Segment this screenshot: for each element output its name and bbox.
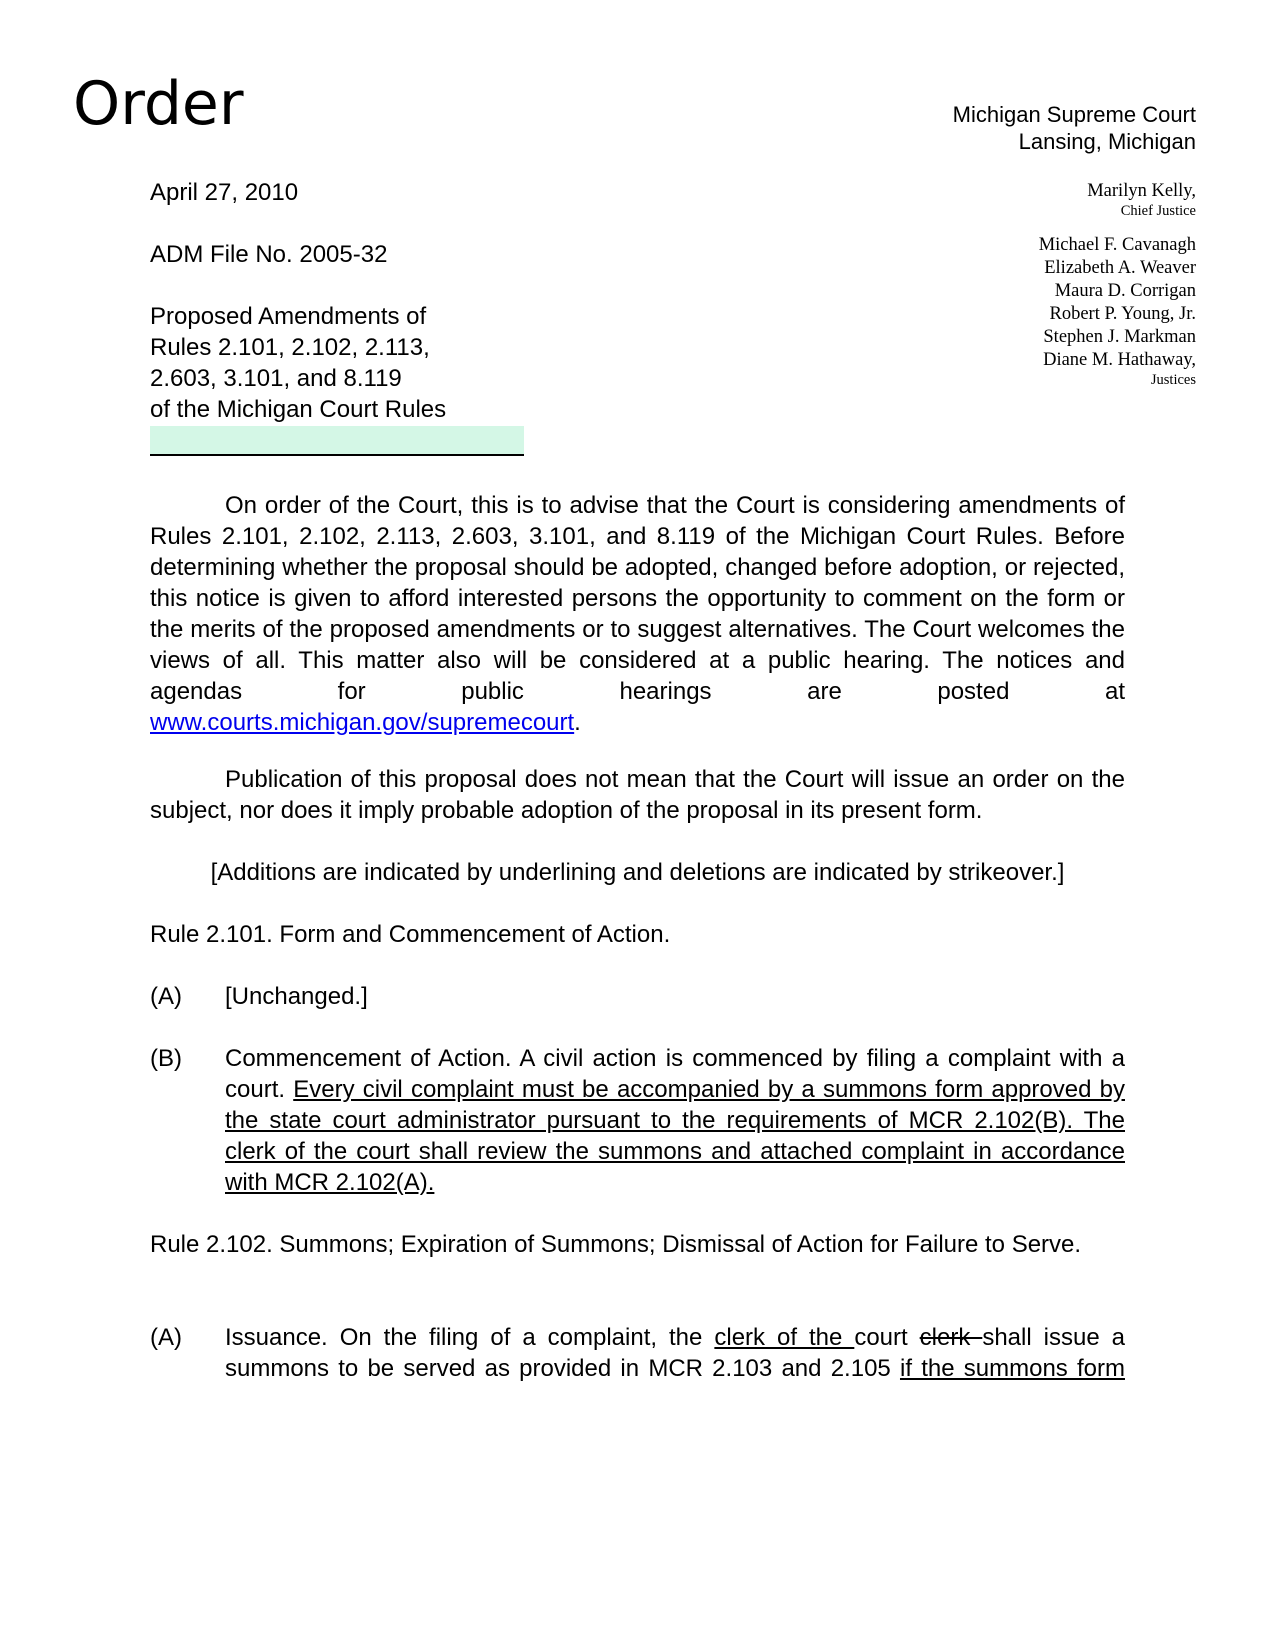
rule-2-102-a — [150, 1322, 1125, 1384]
intro-end: . — [574, 709, 581, 736]
subject-block — [150, 301, 446, 425]
subject-line: 2.603, 3.101, and 8.119 — [150, 365, 402, 392]
rule-2-101-heading: Rule 2.101. Form and Commencement of Action. — [150, 921, 671, 948]
item-text: [Unchanged.] — [225, 983, 368, 1010]
paragraph-intro — [150, 490, 1125, 738]
chief-justice-role: Chief Justice — [1120, 203, 1196, 219]
justices-list — [1039, 180, 1196, 389]
added-text: if the summons form — [899, 1355, 1125, 1382]
item-text: Issuance. On the filing of a complaint, the clerk of the court clerk shall issue a summons to be served as provided in MCR 2.103 and 2.105 if the summons form — [225, 1324, 1125, 1382]
subject-line: Proposed Amendments of — [150, 303, 427, 330]
order-date: April 27, 2010 — [150, 179, 299, 206]
page-title: Order — [73, 69, 244, 139]
subject-line: of the Michigan Court Rules — [150, 396, 447, 423]
item-label: (A) — [150, 1324, 182, 1351]
supreme-court-link[interactable]: www.courts.michigan.gov/supremecourt — [150, 709, 575, 736]
paragraph-publication: Publication of this proposal does not mean that the Court will issue an order on the subject, nor does it imply probable adoption of the proposal in its present form. — [150, 766, 1125, 824]
rule-2-101-b — [150, 1043, 1125, 1198]
justice-name: Stephen J. Markman — [1043, 327, 1196, 347]
added-text: clerk of the — [714, 1324, 855, 1351]
court-block — [953, 101, 1196, 155]
file-number: ADM File No. 2005-32 — [150, 241, 388, 268]
court-name: Michigan Supreme Court — [952, 102, 1196, 127]
item-label: (B) — [150, 1045, 182, 1072]
editing-note: [Additions are indicated by underlining and deletions are indicated by strikeover.] — [210, 859, 1065, 886]
item-text — [225, 1043, 1125, 1198]
rule-2-101-a — [150, 981, 1125, 1012]
item-label: (A) — [150, 983, 182, 1010]
deleted-text: clerk — [919, 1324, 983, 1351]
added-text: Every civil complaint must be accompanied by a summons form approved by the state court administrator pursuant to the requirements of MCR 2.102(B). The clerk of the court shall review the summons and attached complaint in accordance with MCR 2.102(A). — [225, 1076, 1125, 1196]
subject-line: Rules 2.101, 2.102, 2.113, — [150, 334, 430, 361]
subject-highlight-bar — [150, 426, 524, 456]
justice-name: Michael F. Cavanagh — [1038, 235, 1196, 255]
chief-justice-name: Marilyn Kelly, — [1087, 181, 1196, 201]
court-location: Lansing, Michigan — [1018, 129, 1196, 154]
justice-name: Robert P. Young, Jr. — [1049, 304, 1196, 324]
intro-text: On order of the Court, this is to advise that the Court is considering amendments of Rules 2.101, 2.102, 2.113, 2.603, 3.101, and 8.119 of the Michigan Court Rules. Before determining whether the proposal should be adopted, changed before adoption, or rejected, this notice is given to afford interested persons the opportunity to comment on the form or the merits of the proposed amendments or to suggest alternatives. The Court welcomes the views of all. This matter also will be considered at a public hearing. The notices and agendas for public hearings are posted at — [150, 492, 1125, 705]
justice-name: Diane M. Hathaway, — [1043, 350, 1196, 370]
justice-name: Maura D. Corrigan — [1054, 281, 1196, 301]
justices-role: Justices — [1150, 372, 1196, 388]
rule-2-102-heading: Rule 2.102. Summons; Expiration of Summons; Dismissal of Action for Failure to Serve. — [150, 1231, 1082, 1258]
existing-text: Commencement of Action. A civil action is commenced by filing a complaint with a court. — [225, 1045, 1125, 1103]
justice-name: Elizabeth A. Weaver — [1044, 258, 1196, 278]
